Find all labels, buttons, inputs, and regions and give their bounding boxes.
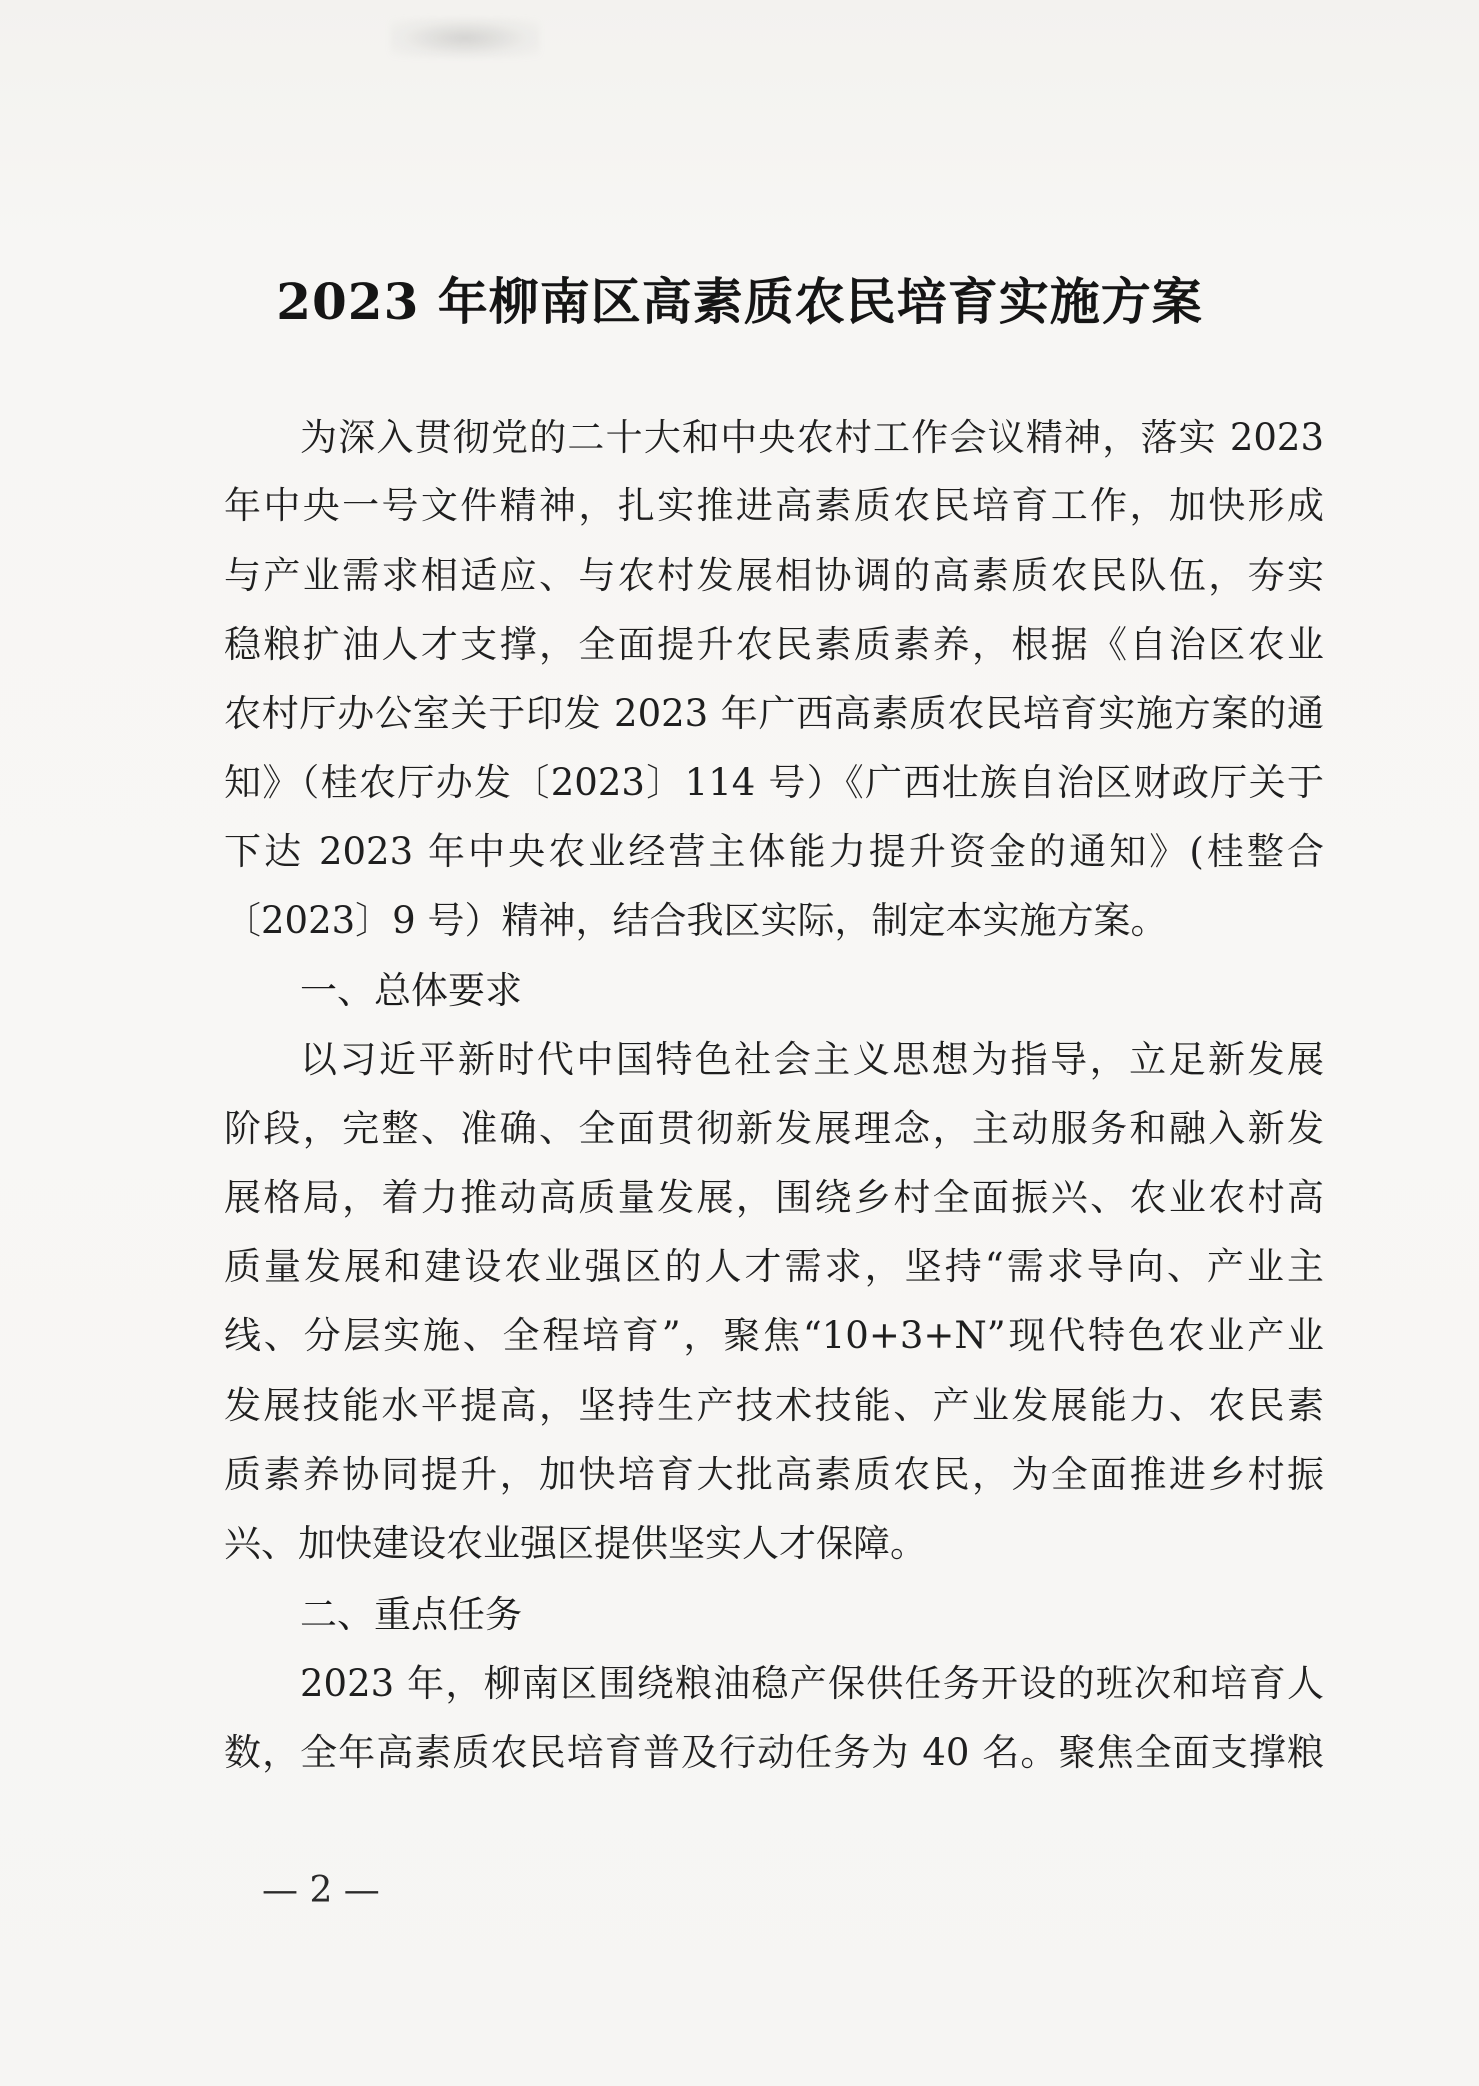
- intro-line: 知》（桂农厅办发〔2023〕114 号）《广西壮族自治区财政厅关于: [224, 763, 1324, 803]
- intro-line: 稳粮扩油人才支撑，全面提升农民素质素养，根据《自治区农业: [224, 625, 1324, 665]
- page-number: — 2 —: [262, 1870, 380, 1911]
- section1-line: 质素养协同提升，加快培育大批高素质农民，为全面推进乡村振: [224, 1455, 1324, 1495]
- section1-line: 质量发展和建设农业强区的人才需求，坚持“需求导向、产业主: [224, 1247, 1324, 1287]
- section1-line: 兴、加快建设农业强区提供坚实人才保障。: [224, 1524, 927, 1564]
- section-heading-overall-requirements: 一、总体要求: [300, 969, 522, 1012]
- intro-line: 农村厅办公室关于印发 2023 年广西高素质农民培育实施方案的通: [224, 694, 1324, 734]
- scan-smudge: [390, 18, 540, 58]
- section1-line: 阶段，完整、准确、全面贯彻新发展理念，主动服务和融入新发: [224, 1109, 1324, 1149]
- section2-line: 2023 年，柳南区围绕粮油稳产保供任务开设的班次和培育人: [300, 1664, 1324, 1704]
- intro-line: 与产业需求相适应、与农村发展相协调的高素质农民队伍，夯实: [224, 556, 1324, 596]
- section1-line: 展格局，着力推动高质量发展，围绕乡村全面振兴、农业农村高: [224, 1178, 1324, 1218]
- intro-line: 为深入贯彻党的二十大和中央农村工作会议精神，落实 2023: [300, 418, 1324, 458]
- section1-line: 线、分层实施、全程培育”，聚焦“10+3+N”现代特色农业产业: [224, 1316, 1324, 1356]
- section1-line: 以习近平新时代中国特色社会主义思想为指导，立足新发展: [300, 1040, 1324, 1080]
- section-heading-key-tasks: 二、重点任务: [300, 1593, 522, 1636]
- intro-line: 〔2023〕9 号）精神，结合我区实际，制定本实施方案。: [224, 901, 1168, 941]
- intro-line: 下达 2023 年中央农业经营主体能力提升资金的通知》(桂整合: [224, 832, 1324, 872]
- intro-line: 年中央一号文件精神，扎实推进高素质农民培育工作，加快形成: [224, 486, 1324, 526]
- document-title: 2023 年柳南区高素质农民培育实施方案: [276, 272, 1203, 331]
- section2-line: 数，全年高素质农民培育普及行动任务为 40 名。聚焦全面支撑粮: [224, 1733, 1324, 1773]
- section1-line: 发展技能水平提高，坚持生产技术技能、产业发展能力、农民素: [224, 1386, 1324, 1426]
